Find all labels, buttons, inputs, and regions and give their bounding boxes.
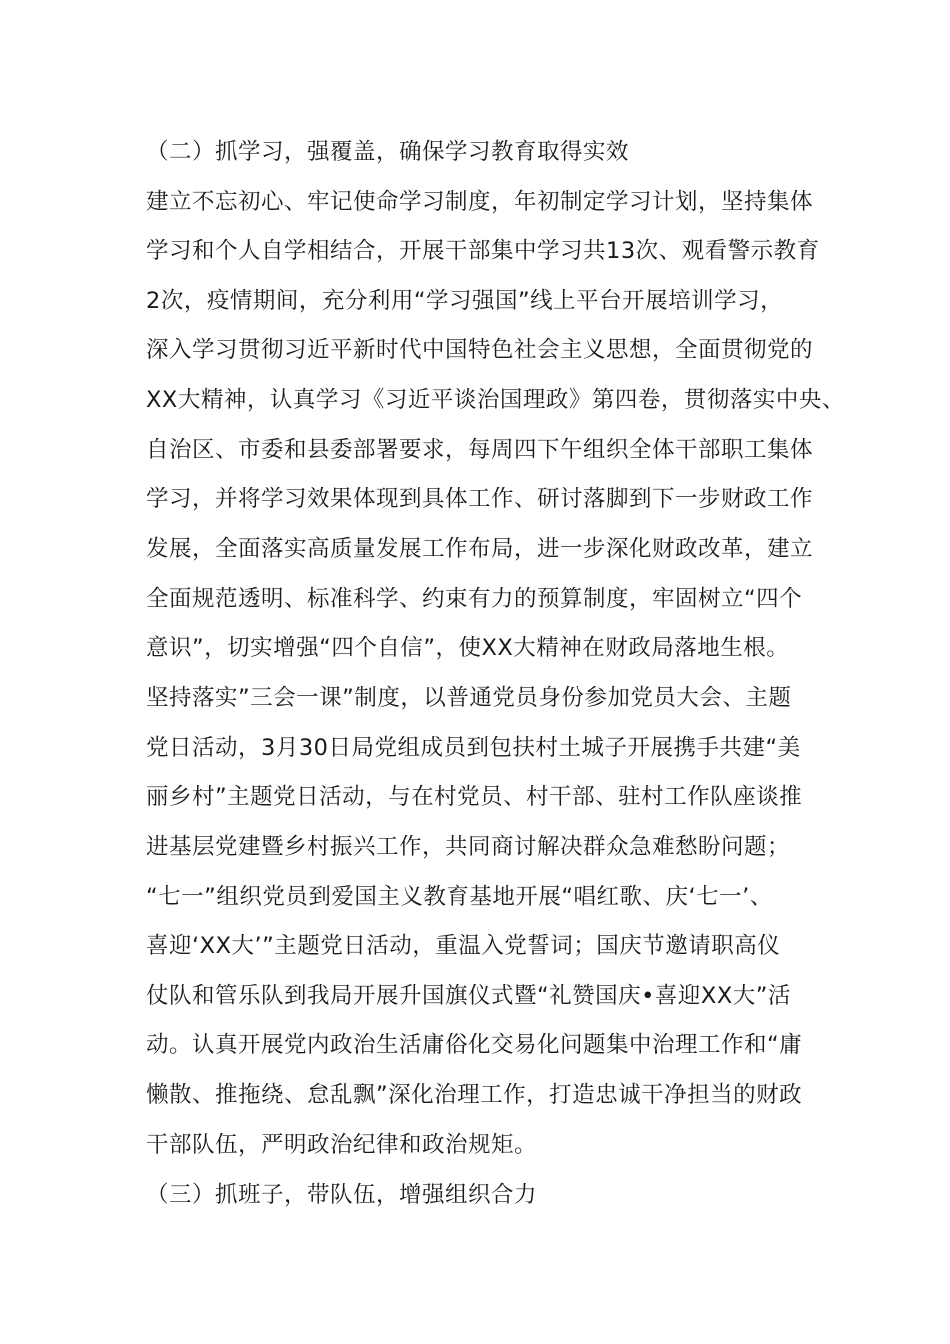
paragraph-line-4: 深入学习贯彻习近平新时代中国特色社会主义思想，全面贯彻党的 [146, 337, 814, 363]
paragraph-line-3: 2次，疫情期间，充分利用“学习强国”线上平台开展培训学习， [146, 288, 784, 314]
paragraph-line-19: 懒散、推拖绕、怠乱飘”深化治理工作，打造忠诚干净担当的财政 [146, 1082, 803, 1108]
paragraph-line-14: 进基层党建暨乡村振兴工作，共同商讨解决群众急难愁盼问题； [146, 834, 791, 860]
paragraph-line-17: 仗队和管乐队到我局开展升国旗仪式暨“礼赞国庆•喜迎XX大”活 [146, 983, 791, 1009]
paragraph-line-7: 学习，并将学习效果体现到具体工作、研讨落脚到下一步财政工作 [146, 486, 814, 512]
paragraph-line-5: XX大精神，认真学习《习近平谈治国理政》第四卷，贯彻落实中央、 [146, 387, 845, 413]
paragraph-line-15: “七一”组织党员到爱国主义教育基地开展“唱红歌、庆‘七一’、 [146, 884, 773, 910]
paragraph-line-18: 动。认真开展党内政治生活庸俗化交易化问题集中治理工作和“庸 [146, 1032, 803, 1058]
paragraph-line-9: 全面规范透明、标准科学、约束有力的预算制度，牢固树立“四个 [146, 586, 803, 612]
paragraph-line-6: 自治区、市委和县委部署要求，每周四下午组织全体干部职工集体 [146, 437, 814, 463]
section-heading-2: （二）抓学习，强覆盖，确保学习教育取得实效 [146, 139, 630, 165]
paragraph-line-12: 党日活动，3月30日局党组成员到包扶村土城子开展携手共建“美 [146, 735, 801, 761]
paragraph-line-16: 喜迎‘XX大’”主题党日活动，重温入党誓词；国庆节邀请职高仪 [146, 933, 781, 959]
paragraph-line-1: 建立不忘初心、牢记使命学习制度，年初制定学习计划，坚持集体 [146, 189, 814, 215]
paragraph-line-10: 意识”，切实增强“四个自信”，使XX大精神在财政局落地生根。 [146, 635, 790, 661]
paragraph-line-13: 丽乡村”主题党日活动，与在村党员、村干部、驻村工作队座谈推 [146, 784, 803, 810]
paragraph-line-11: 坚持落实”三会一课”制度，以普通党员身份参加党员大会、主题 [146, 685, 792, 711]
paragraph-line-8: 发展，全面落实高质量发展工作布局，进一步深化财政改革，建立 [146, 536, 814, 562]
section-heading-3: （三）抓班子，带队伍，增强组织合力 [146, 1182, 538, 1208]
paragraph-line-2: 学习和个人自学相结合，开展干部集中学习共13次、观看警示教育 [146, 238, 820, 264]
paragraph-line-20: 干部队伍，严明政治纪律和政治规矩。 [146, 1132, 538, 1158]
